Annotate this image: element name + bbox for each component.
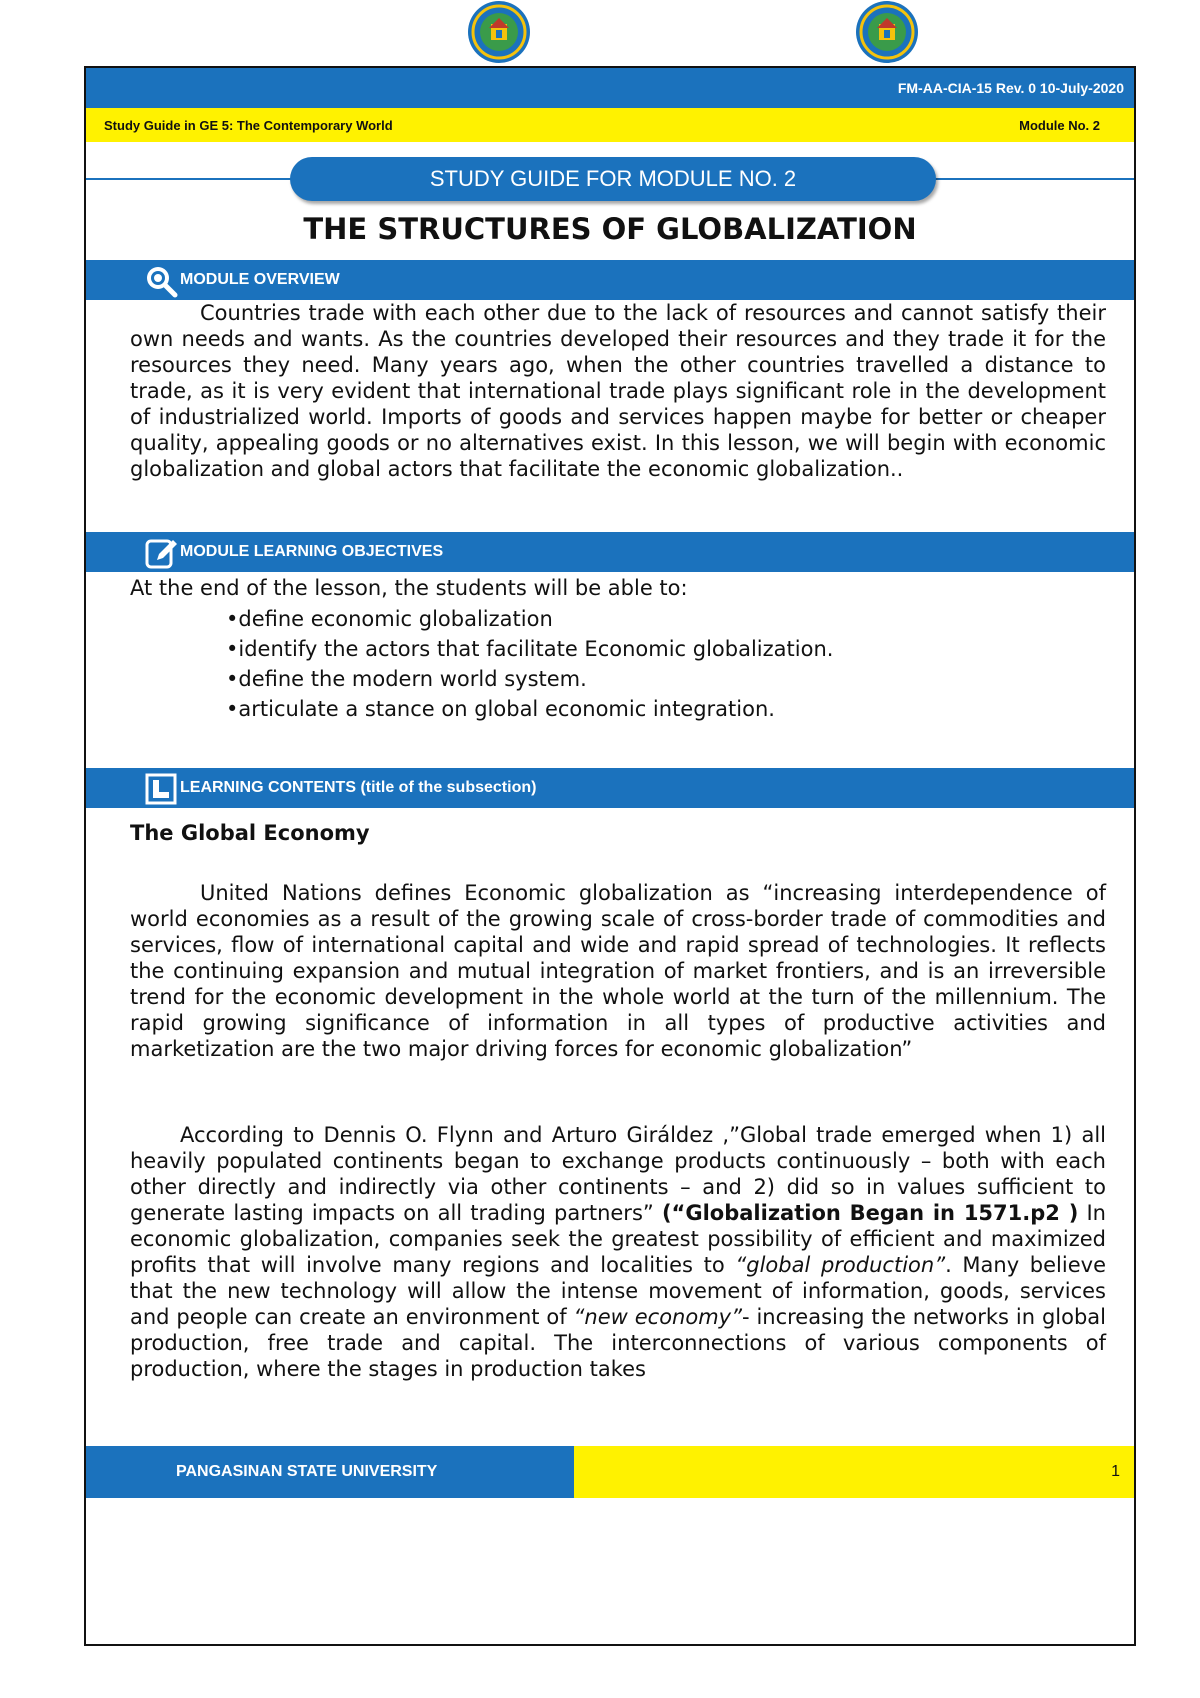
section-label-contents: LEARNING CONTENTS (title of the subsection)	[180, 779, 537, 796]
paragraph-text: - increasing the networks in global production, free trade and capital. The interconnections of various components of production, where the stages in production takes	[130, 1305, 1106, 1381]
section-label-overview: MODULE OVERVIEW	[180, 271, 340, 288]
magnifier-icon	[144, 264, 178, 298]
header-top-bar	[86, 68, 1134, 108]
overview-paragraph: Countries trade with each other due to the lack of resources and cannot satisfy their own needs and wants. As the countries developed their resources and they trade it for the resources they need. Many years ago, when the other countries travelled a distance to trade, as it is very evident that international trade plays significant role in the development of industrialized world. Imports of goods and services happen maybe for better or cheaper quality, appealing goods or no alternatives exist. In this lesson, we will begin with economic globalization and global actors that facilitate the economic globalization..	[130, 301, 1106, 481]
emphasis-new-economy: “new economy”	[573, 1305, 742, 1329]
objectives-intro: At the end of the lesson, the students will be able to:	[130, 576, 688, 600]
subsection-heading: The Global Economy	[130, 821, 370, 845]
section-label-objectives: MODULE LEARNING OBJECTIVES	[180, 543, 444, 560]
un-definition-paragraph: United Nations defines Economic globalization as “increasing interdependence of world economies as a result of the growing scale of cross-border trade of commodities and services, flow of international capital and wide and rapid spread of technologies. It reflects the continuing expansion and mutual integration of market frontiers, and is an irreversible trend for the economic development in the whole world at the turn of the millennium. The rapid growing significance of information in all types of productive activities and marketization are the two major driving forces for economic globalization”	[130, 881, 1106, 1061]
list-item: • define economic globalization	[226, 604, 833, 634]
citation-bold: (“Globalization Began in 1571.p2 )	[661, 1201, 1079, 1225]
university-name: PANGASINAN STATE UNIVERSITY	[176, 1463, 438, 1480]
list-item: • define the modern world system.	[226, 664, 833, 694]
page-number: 1	[1111, 1463, 1120, 1480]
section-bar-contents	[86, 768, 1134, 808]
paragraph-text: . Many believe that the new technology will allow the intense movement of information, goods, services and people can create an environment of	[130, 1253, 1106, 1329]
emphasis-global-production: “global production”	[735, 1253, 946, 1277]
university-seal-icon	[467, 0, 531, 64]
footer-page-bar	[574, 1446, 1136, 1498]
section-bar-overview	[86, 260, 1134, 300]
study-guide-banner	[290, 157, 936, 201]
page-title: THE STRUCTURES OF GLOBALIZATION	[303, 212, 917, 246]
course-title: Study Guide in GE 5: The Contemporary World	[104, 117, 393, 133]
pencil-note-icon	[144, 536, 178, 570]
book-icon	[144, 772, 178, 806]
form-code: FM-AA-CIA-15 Rev. 0 10-July-2020	[897, 80, 1124, 96]
header-course-bar	[86, 108, 1134, 142]
paragraph-text: In economic globalization, companies seek the greatest possibility of efficient and maximized profits that will involve many regions and localities to	[130, 1201, 1106, 1277]
paragraph-text: According to Dennis O. Flynn and Arturo Giráldez ,”Global trade emerged when 1) all heavily populated continents began to exchange products continuously – both with each other directly and indirectly via other continents – and 2) did so in values sufficient to generate lasting impacts on all trading partners”	[130, 1123, 1106, 1225]
list-item: • articulate a stance on global economic integration.	[226, 694, 833, 724]
section-bar-objectives	[86, 532, 1134, 572]
list-item: • identify the actors that facilitate Economic globalization.	[226, 634, 833, 664]
module-number: Module No. 2	[1019, 117, 1100, 133]
page-frame	[84, 66, 1136, 1646]
objectives-list	[226, 604, 833, 724]
study-guide-title: STUDY GUIDE FOR MODULE NO. 2	[429, 166, 797, 191]
flynn-paragraph	[130, 1122, 1106, 1382]
university-seal-icon	[855, 0, 919, 64]
footer-university-bar	[86, 1446, 574, 1498]
